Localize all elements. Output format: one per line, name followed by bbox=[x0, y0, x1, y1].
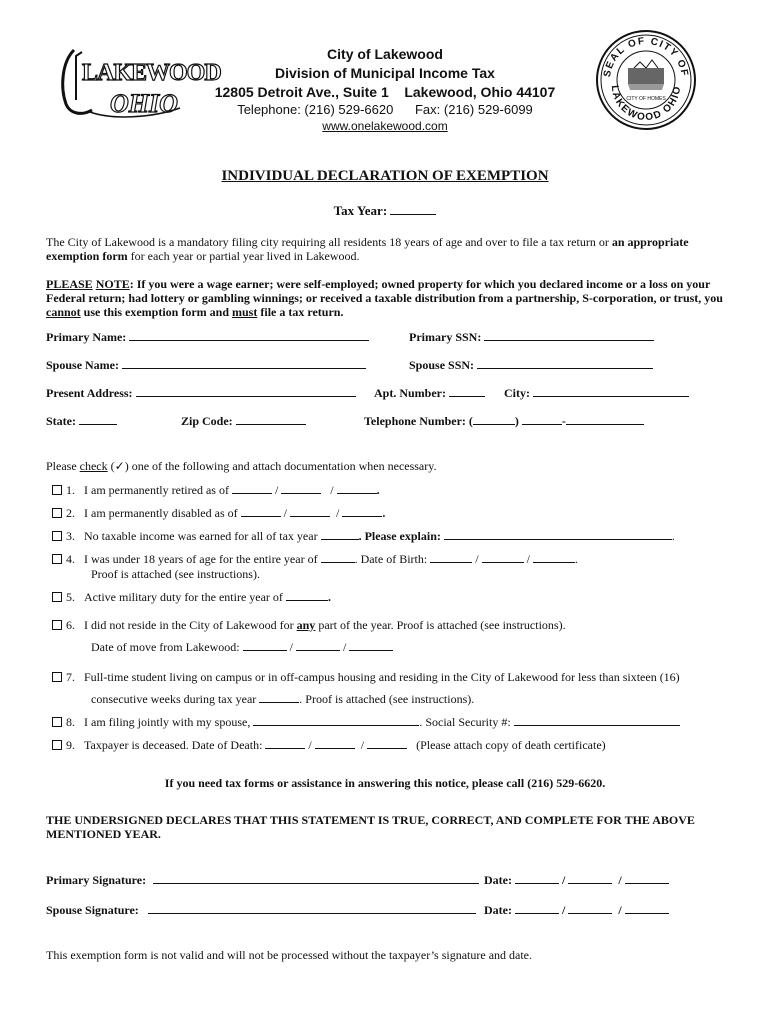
note-text-2: use this exemption form and bbox=[80, 305, 233, 319]
telephone-area-field[interactable] bbox=[473, 414, 515, 425]
option-1: 1. I am permanently retired as of / / . bbox=[52, 483, 380, 498]
primary-ssn-row bbox=[409, 330, 654, 345]
option-5-year-field[interactable] bbox=[286, 590, 328, 601]
telephone-dash: - bbox=[561, 414, 566, 428]
zip-code-row bbox=[181, 414, 306, 429]
option-6-move-year-field[interactable] bbox=[349, 640, 393, 651]
option-5-checkbox[interactable] bbox=[52, 592, 62, 602]
option-8-checkbox[interactable] bbox=[52, 717, 62, 727]
primary-signature-field[interactable] bbox=[153, 873, 479, 884]
present-address-row bbox=[46, 386, 356, 401]
option-2-year-field[interactable] bbox=[342, 506, 382, 517]
option-2-checkbox[interactable] bbox=[52, 508, 62, 518]
option-9-year-field[interactable] bbox=[367, 738, 407, 749]
city-label: City: bbox=[504, 386, 530, 400]
option-6-num: 6. bbox=[66, 618, 75, 632]
spouse-date-day-field[interactable] bbox=[568, 903, 612, 914]
option-5-label: Active military duty for the entire year of bbox=[84, 590, 283, 604]
note-must: must bbox=[232, 305, 258, 319]
option-9-note: (Please attach copy of death certificate) bbox=[416, 738, 606, 752]
option-8-label: I am filing jointly with my spouse, bbox=[84, 715, 251, 729]
option-1-checkbox[interactable] bbox=[52, 485, 62, 495]
option-6-label-end: part of the year. Proof is attached (see instructions). bbox=[315, 618, 566, 632]
option-3-checkbox[interactable] bbox=[52, 531, 62, 541]
note-label-note: NOTE bbox=[95, 277, 130, 291]
option-1-num: 1. bbox=[66, 483, 75, 497]
intro-bold-text: an appropriate exemption form bbox=[46, 235, 689, 263]
spouse-date-row: Date: / / bbox=[484, 903, 669, 918]
note-text-3: file a tax return. bbox=[257, 305, 344, 319]
telephone-open-paren: ( bbox=[468, 414, 473, 428]
instructions-post: (✓) one of the following and attach documentation when necessary. bbox=[107, 459, 437, 473]
option-4-num: 4. bbox=[66, 552, 75, 566]
spouse-name-row bbox=[46, 358, 366, 373]
option-2-month-field[interactable] bbox=[241, 506, 281, 517]
option-1-label: I am permanently retired as of bbox=[84, 483, 229, 497]
option-2: 2. I am permanently disabled as of / / . bbox=[52, 506, 385, 521]
header-city: City of Lakewood bbox=[327, 46, 443, 62]
option-6-label: I did not reside in the City of Lakewood for bbox=[84, 618, 297, 632]
tax-year-row bbox=[0, 203, 770, 219]
state-label: State: bbox=[46, 414, 76, 428]
note-label-please: PLEASE bbox=[46, 277, 93, 291]
apt-number-label: Apt. Number: bbox=[374, 386, 446, 400]
option-3: 3. No taxable income was earned for all of tax year . Please explain: . bbox=[52, 529, 675, 544]
option-7-proof-note: . Proof is attached (see instructions). bbox=[299, 692, 475, 706]
option-7-weeks-label: consecutive weeks during tax year bbox=[91, 692, 257, 706]
option-8-spouse-field[interactable] bbox=[253, 715, 419, 726]
intro-text: The City of Lakewood is a mandatory filing city requiring all residents 18 years of age and over to file a tax return or bbox=[46, 235, 612, 249]
option-9-day-field[interactable] bbox=[315, 738, 355, 749]
primary-name-label: Primary Name: bbox=[46, 330, 127, 344]
option-3-num: 3. bbox=[66, 529, 75, 543]
spouse-ssn-row bbox=[409, 358, 653, 373]
primary-signature-label: Primary Signature: bbox=[46, 873, 147, 887]
option-5: 5. Active military duty for the entire year of . bbox=[52, 590, 331, 605]
option-5-num: 5. bbox=[66, 590, 75, 604]
logo-text-top: LAKEWOOD bbox=[82, 60, 221, 86]
spouse-ssn-label: Spouse SSN: bbox=[409, 358, 475, 372]
option-4-dob-month-field[interactable] bbox=[430, 552, 472, 563]
validity-note: This exemption form is not valid and will not be processed without the taxpayer’s signature and date. bbox=[46, 948, 532, 962]
instructions-pre: Please bbox=[46, 459, 80, 473]
option-1-day-field[interactable] bbox=[281, 483, 321, 494]
option-3-label: No taxable income was earned for all of tax year bbox=[84, 529, 318, 543]
option-4-label: I was under 18 years of age for the entire year of bbox=[84, 552, 318, 566]
option-8 bbox=[52, 715, 680, 730]
option-1-month-field[interactable] bbox=[232, 483, 272, 494]
header-website[interactable]: www.onelakewood.com bbox=[322, 119, 448, 133]
option-7 bbox=[52, 670, 680, 685]
state-row bbox=[46, 414, 117, 429]
option-9-label: Taxpayer is deceased. Date of Death: bbox=[84, 738, 263, 752]
zip-code-field[interactable] bbox=[236, 414, 306, 425]
option-7-label: Full-time student living on campus or in off-campus housing and residing in the City of Lakewood for less than sixteen (16) bbox=[84, 670, 680, 684]
zip-code-label: Zip Code: bbox=[181, 414, 233, 428]
primary-name-field[interactable] bbox=[129, 330, 369, 341]
option-6-move-row: Date of move from Lakewood: / / bbox=[91, 640, 393, 655]
state-field[interactable] bbox=[79, 414, 117, 425]
spouse-name-field[interactable] bbox=[122, 358, 366, 369]
telephone-prefix-field[interactable] bbox=[522, 414, 562, 425]
option-7-checkbox[interactable] bbox=[52, 672, 62, 682]
option-4-year-field[interactable] bbox=[321, 552, 355, 563]
option-1-year-field[interactable] bbox=[337, 483, 377, 494]
intro-text-end: for each year or partial year lived in Lakewood. bbox=[127, 249, 360, 263]
option-6-any: any bbox=[296, 618, 316, 632]
spouse-signature-label: Spouse Signature: bbox=[46, 903, 139, 917]
option-8-num: 8. bbox=[66, 715, 75, 729]
apt-number-field[interactable] bbox=[449, 386, 485, 397]
seal-text-bottom: LAKEWOOD OHIO bbox=[608, 84, 684, 124]
instructions-check: check bbox=[79, 459, 108, 473]
option-4-dob-year-field[interactable] bbox=[533, 552, 575, 563]
primary-signature-row bbox=[46, 873, 479, 888]
option-7-line2 bbox=[91, 692, 474, 707]
option-9-month-field[interactable] bbox=[265, 738, 305, 749]
primary-date-day-field[interactable] bbox=[568, 873, 612, 884]
option-8-ssn-label: . Social Security #: bbox=[419, 715, 511, 729]
declaration-statement: THE UNDERSIGNED DECLARES THAT THIS STATEMENT IS TRUE, CORRECT, AND COMPLETE FOR THE ABOVE MENTIONED YEAR. bbox=[46, 813, 695, 841]
option-4-dob-day-field[interactable] bbox=[482, 552, 524, 563]
spouse-ssn-field[interactable] bbox=[477, 358, 653, 369]
assistance-note: If you need tax forms or assistance in answering this notice, please call (216) 529-6620. bbox=[164, 776, 606, 790]
option-2-num: 2. bbox=[66, 506, 75, 520]
telephone-row bbox=[364, 414, 644, 429]
option-7-num: 7. bbox=[66, 670, 75, 684]
seal-inner-text: CITY OF HOMES bbox=[626, 96, 666, 102]
header-address: 12805 Detroit Ave., Suite 1 Lakewood, Ohio 44107 bbox=[214, 84, 556, 100]
option-7-year-field[interactable] bbox=[259, 692, 299, 703]
primary-ssn-field[interactable] bbox=[484, 330, 654, 341]
primary-date-row: Date: / / bbox=[484, 873, 669, 888]
telephone-line-field[interactable] bbox=[566, 414, 644, 425]
tax-year-label: Tax Year: bbox=[333, 203, 388, 218]
spouse-name-label: Spouse Name: bbox=[46, 358, 120, 372]
option-9-checkbox[interactable] bbox=[52, 740, 62, 750]
telephone-close-paren: ) bbox=[514, 414, 519, 428]
primary-name-row bbox=[46, 330, 369, 345]
option-2-day-field[interactable] bbox=[290, 506, 330, 517]
option-9-num: 9. bbox=[66, 738, 75, 752]
spouse-signature-field[interactable] bbox=[148, 903, 476, 914]
spouse-date-month-field[interactable] bbox=[515, 903, 559, 914]
check-instructions bbox=[46, 459, 436, 474]
option-4-proof-note: Proof is attached (see instructions). bbox=[91, 567, 260, 581]
option-4-dob-label: . Date of Birth: bbox=[354, 552, 428, 566]
note-text: : If you were a wage earner; were self-employed; owned property for which you declared income or a loss on your Federal return; had lottery or gambling winnings; or received a taxable distribution from a partnership, S-corporation, or trust, you bbox=[46, 277, 723, 305]
option-8-ssn-field[interactable] bbox=[514, 715, 680, 726]
apt-number-row bbox=[374, 386, 485, 401]
note-paragraph bbox=[46, 277, 726, 319]
city-field[interactable] bbox=[533, 386, 689, 397]
intro-paragraph bbox=[46, 235, 726, 263]
primary-date-label: Date: bbox=[484, 873, 512, 887]
option-6-move-month-field[interactable] bbox=[243, 640, 287, 651]
telephone-label: Telephone Number: bbox=[364, 414, 466, 428]
option-6 bbox=[52, 618, 566, 633]
primary-date-month-field[interactable] bbox=[515, 873, 559, 884]
present-address-field[interactable] bbox=[136, 386, 356, 397]
option-3-year-field[interactable] bbox=[321, 529, 359, 540]
option-3-explain-field[interactable] bbox=[444, 529, 672, 540]
option-9: 9. Taxpayer is deceased. Date of Death: / / (Please attach copy of death certificate) bbox=[52, 738, 606, 753]
option-4: 4. I was under 18 years of age for the entire year of . Date of Birth: / / . bbox=[52, 552, 578, 567]
city-row bbox=[504, 386, 689, 401]
spouse-date-year-field[interactable] bbox=[625, 903, 669, 914]
header-phone-fax: Telephone: (216) 529-6620 Fax: (216) 529-6099 bbox=[237, 102, 533, 117]
option-6-checkbox[interactable] bbox=[52, 620, 62, 630]
option-6-move-label: Date of move from Lakewood: bbox=[91, 640, 240, 654]
logo-text-bottom: OHIO bbox=[110, 89, 178, 118]
note-cannot: cannot bbox=[46, 305, 81, 319]
option-3-explain-label: . Please explain: bbox=[358, 529, 441, 543]
spouse-date-label: Date: bbox=[484, 903, 512, 917]
primary-date-year-field[interactable] bbox=[625, 873, 669, 884]
header-division: Division of Municipal Income Tax bbox=[275, 65, 495, 81]
option-4-checkbox[interactable] bbox=[52, 554, 62, 564]
option-2-label: I am permanently disabled as of bbox=[84, 506, 238, 520]
tax-year-field[interactable] bbox=[390, 204, 436, 215]
primary-ssn-label: Primary SSN: bbox=[409, 330, 482, 344]
present-address-label: Present Address: bbox=[46, 386, 133, 400]
option-6-move-day-field[interactable] bbox=[296, 640, 340, 651]
spouse-signature-row bbox=[46, 903, 476, 918]
seal-text-top: SEAL OF CITY OF bbox=[602, 35, 690, 78]
form-title: INDIVIDUAL DECLARATION OF EXEMPTION bbox=[221, 168, 549, 184]
